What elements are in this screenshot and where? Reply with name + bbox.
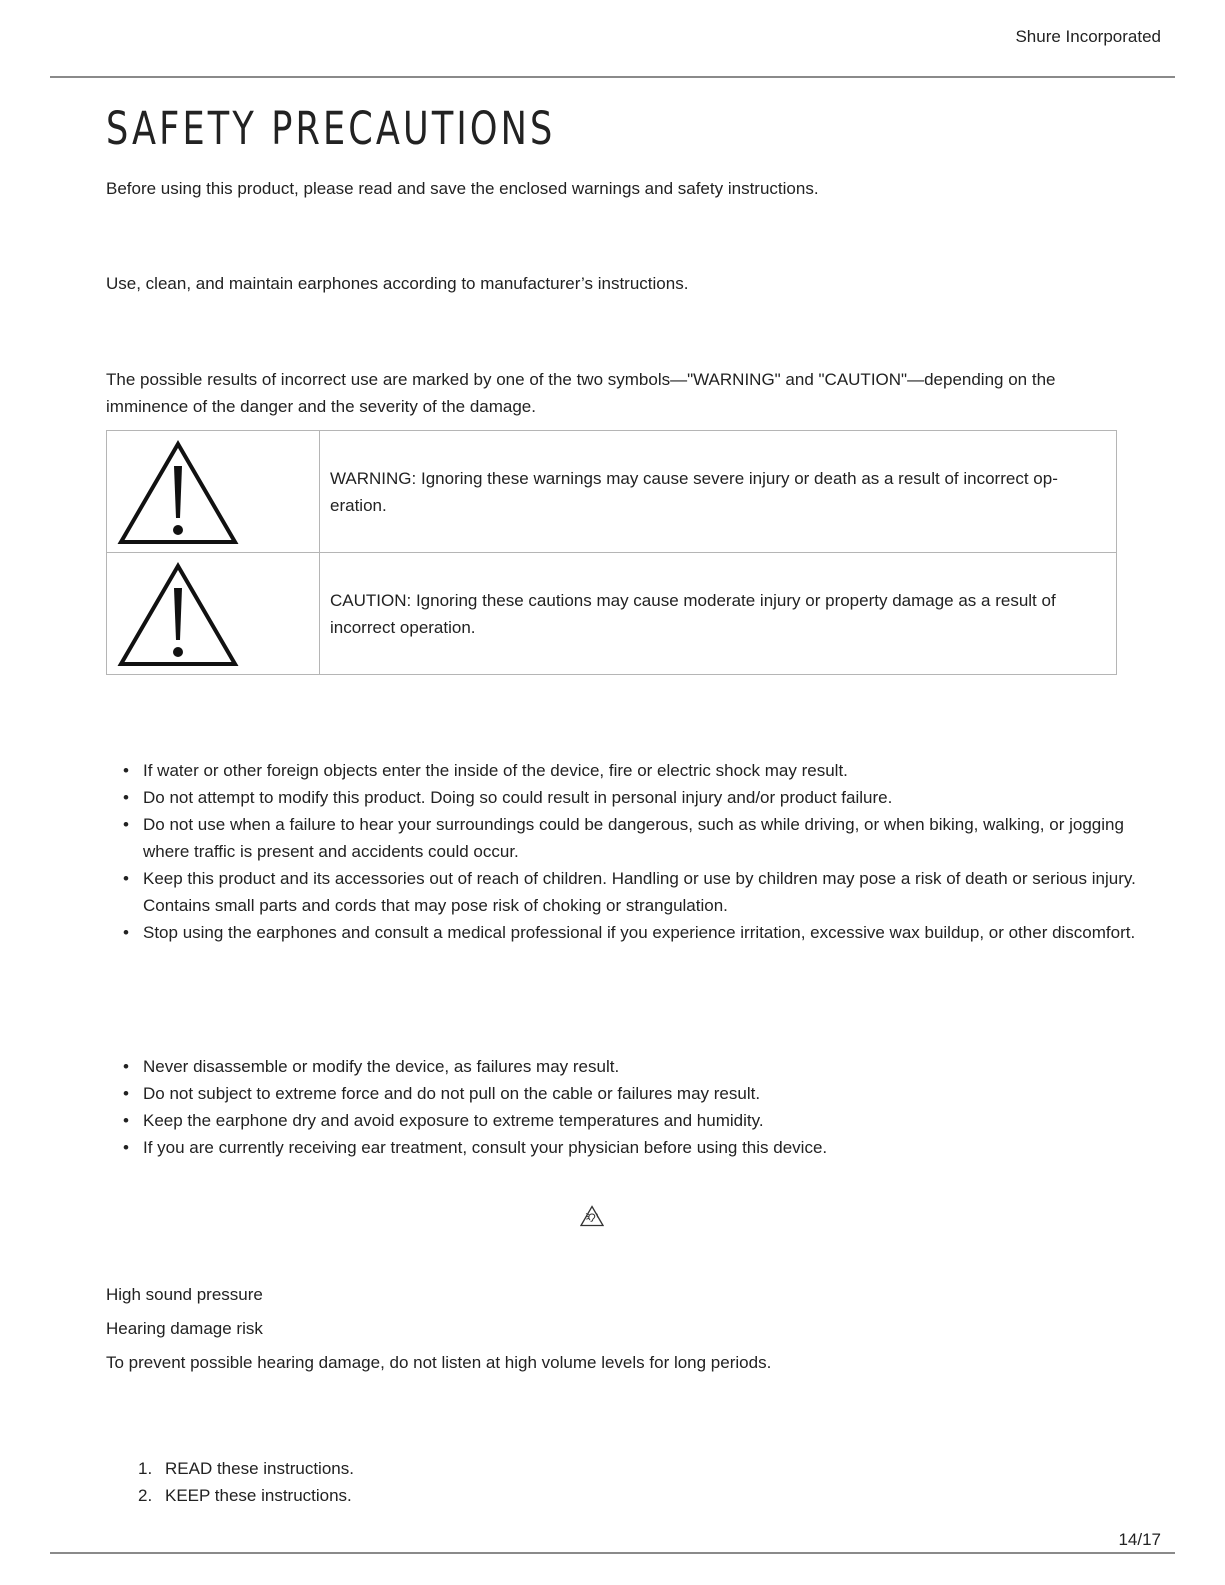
list-item: • Keep this product and its accessories out of reach of children. Handling or use by children may pose a risk of death or serious injury. Contains small parts and cords that may pose risk of choking or strangulation. bbox=[143, 865, 1153, 919]
table-row bbox=[107, 431, 1117, 553]
list-item: • Stop using the earphones and consult a medical professional if you experience irritation, excessive wax buildup, or other discomfort. bbox=[143, 919, 1153, 946]
list-item: • Do not attempt to modify this product. Doing so could result in personal injury and/or product failure. bbox=[143, 784, 1153, 811]
list-item-number: 2. bbox=[138, 1486, 153, 1505]
list-item-text: KEEP these instructions. bbox=[165, 1486, 352, 1505]
caution-list bbox=[106, 1053, 1153, 1161]
header-company-name: Shure Incorporated bbox=[1015, 27, 1161, 46]
instructions-list bbox=[106, 1455, 354, 1509]
warning-triangle-icon bbox=[117, 438, 239, 546]
results-paragraph: The possible results of incorrect use are marked by one of the two symbols—"WARNING" and "CAUTION"—depending on the imminence of the danger and the severity of the damage. bbox=[106, 370, 1056, 416]
warning-list bbox=[106, 757, 1153, 946]
use-clean-paragraph: Use, clean, and maintain earphones according to manufacturer’s instructions. bbox=[106, 274, 689, 293]
symbol-table bbox=[106, 430, 1117, 675]
hearing-damage-icon bbox=[580, 1205, 604, 1227]
list-item-number: 1. bbox=[138, 1459, 153, 1478]
list-item bbox=[138, 1455, 354, 1482]
symbol-icon-cell bbox=[107, 553, 320, 675]
caution-triangle-icon bbox=[117, 560, 239, 668]
symbol-icon-cell bbox=[107, 431, 320, 553]
list-item: • Never disassemble or modify the device, as failures may result. bbox=[143, 1053, 1153, 1080]
table-row bbox=[107, 553, 1117, 675]
list-item: • If water or other foreign objects enter the inside of the device, fire or electric shock may result. bbox=[143, 757, 1153, 784]
footer-divider bbox=[50, 1552, 1175, 1554]
header-divider bbox=[50, 76, 1175, 78]
list-item: • Do not use when a failure to hear your surroundings could be dangerous, such as while driving, or when biking, walking, or jogging where traffic is present and accidents could occur. bbox=[143, 811, 1153, 865]
symbol-text-cell: WARNING: Ignoring these warnings may cause severe injury or death as a result of incorrect operation. bbox=[320, 431, 1117, 553]
symbol-text-cell: CAUTION: Ignoring these cautions may cause moderate injury or property damage as a result of incorrect operation. bbox=[320, 553, 1117, 675]
page-title: SAFETY PRECAUTIONS bbox=[106, 102, 556, 155]
list-item: • Do not subject to extreme force and do not pull on the cable or failures may result. bbox=[143, 1080, 1153, 1107]
page-number: 14/17 bbox=[1118, 1530, 1161, 1549]
intro-paragraph: Before using this product, please read and save the enclosed warnings and safety instructions. bbox=[106, 179, 819, 198]
hearing-damage-risk-text: Hearing damage risk bbox=[106, 1319, 263, 1338]
list-item-text: READ these instructions. bbox=[165, 1459, 354, 1478]
list-item bbox=[138, 1482, 354, 1509]
high-sound-pressure-text: High sound pressure bbox=[106, 1285, 263, 1304]
list-item: • Keep the earphone dry and avoid exposure to extreme temperatures and humidity. bbox=[143, 1107, 1153, 1134]
list-item: • If you are currently receiving ear treatment, consult your physician before using this device. bbox=[143, 1134, 1153, 1161]
hearing-prevention-text: To prevent possible hearing damage, do not listen at high volume levels for long periods. bbox=[106, 1353, 772, 1372]
